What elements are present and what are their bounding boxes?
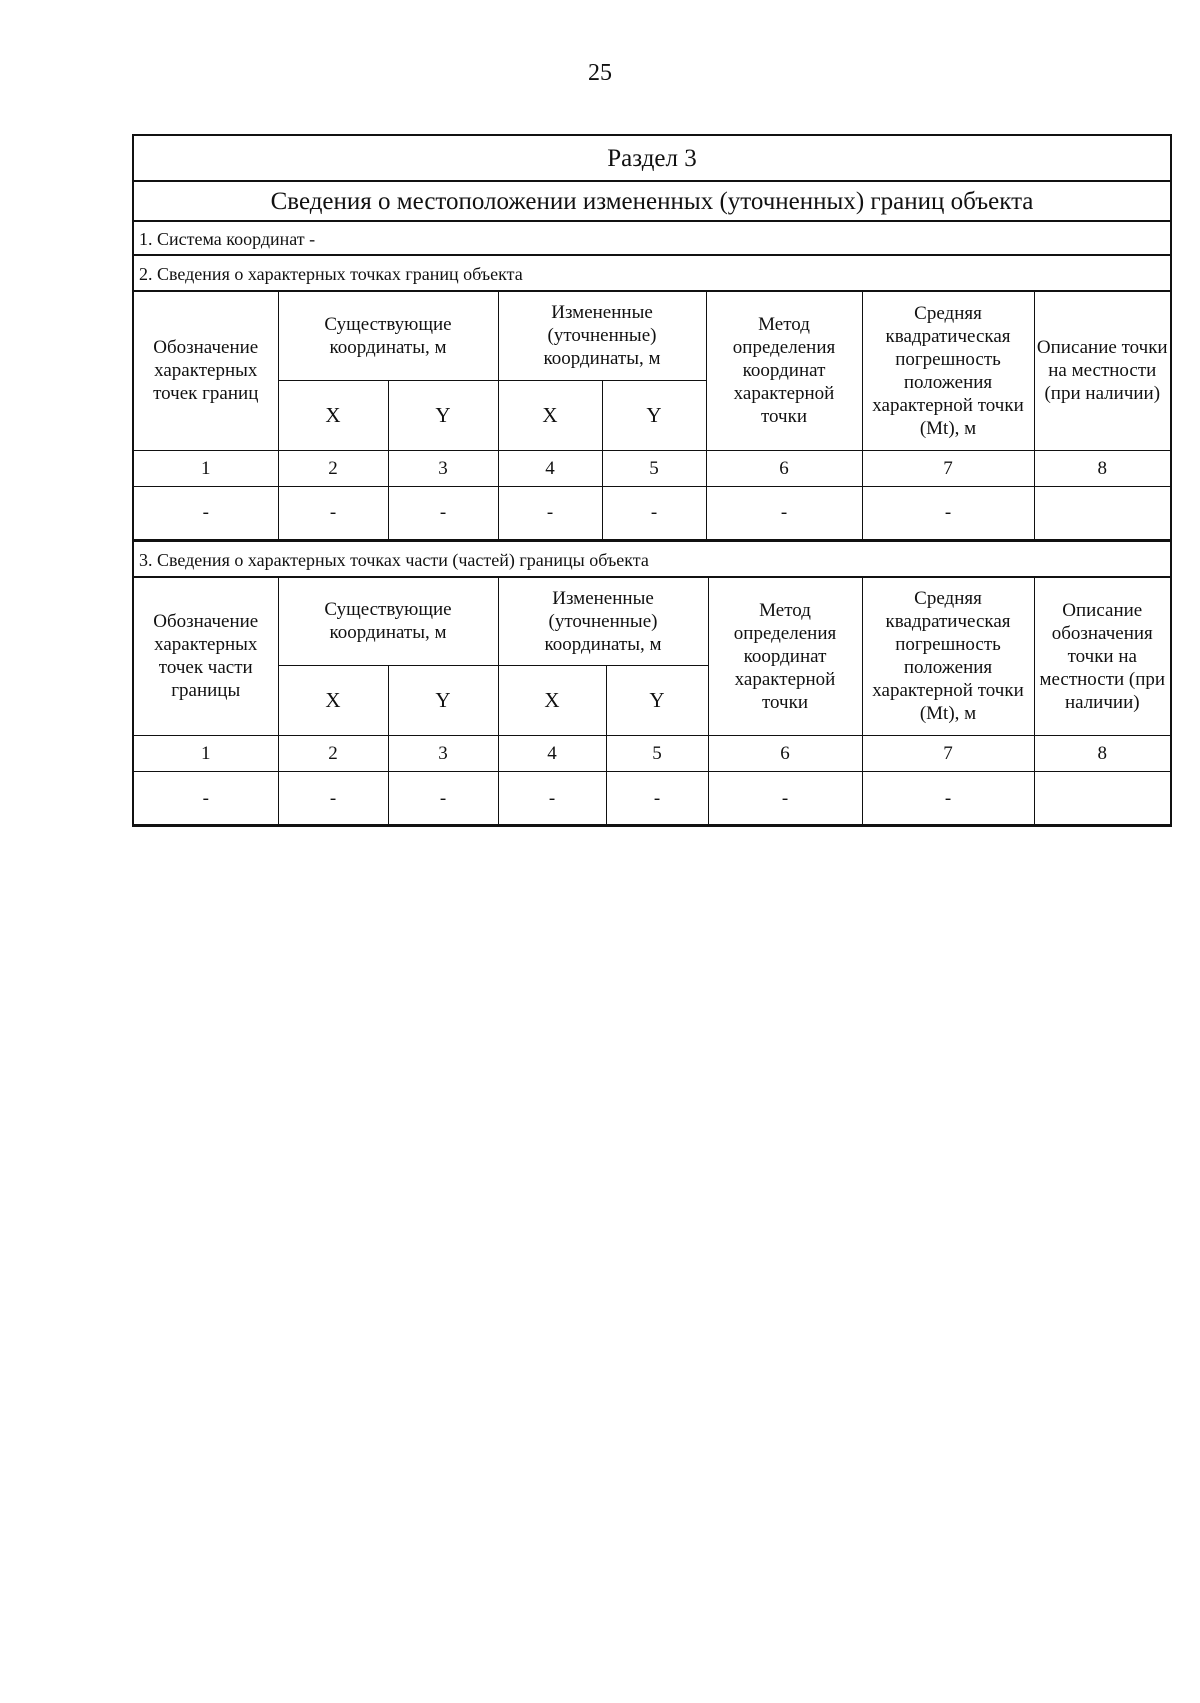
coordinate-system-label: 1. Система координат - [134,222,1170,256]
column-number: 8 [1034,736,1170,772]
table-cell: - [134,772,278,825]
column-number: 2 [278,450,388,486]
section-3-form [132,134,1172,827]
header-changed-x: X [498,380,602,450]
column-number: 2 [278,736,388,772]
table-cell: - [706,486,862,539]
header-designation: Обозначение характерных точек части границы [134,578,278,736]
column-number: 8 [1034,450,1170,486]
table-row [134,772,1170,825]
header-existing-x: X [278,666,388,736]
header-existing-x: X [278,380,388,450]
table-cell: - [278,486,388,539]
header-existing-y: Y [388,380,498,450]
page-number: 25 [588,60,612,86]
header-changed-x: X [498,666,606,736]
table-cell: - [134,486,278,539]
part-boundary-points-table [134,578,1170,826]
header-designation: Обозначение характерных точек границ [134,292,278,450]
column-number-row [134,736,1170,772]
table-cell: - [708,772,862,825]
section-title: Раздел 3 [134,136,1170,182]
column-number: 3 [388,736,498,772]
header-method: Метод определения координат характерной точки [706,292,862,450]
header-existing-coordinates: Существующие координаты, м [278,578,498,666]
header-changed-y: Y [606,666,708,736]
header-method: Метод определения координат характерной точки [708,578,862,736]
table-cell: - [498,772,606,825]
column-number: 6 [706,450,862,486]
table-cell: - [862,486,1034,539]
boundary-points-table [134,292,1170,540]
table-cell: - [388,772,498,825]
boundary-points-caption: 2. Сведения о характерных точках границ объекта [134,256,1170,292]
header-existing-coordinates: Существующие координаты, м [278,292,498,380]
table-cell: - [606,772,708,825]
header-description: Описание обозначения точки на местности (при наличии) [1034,578,1170,736]
column-number: 5 [602,450,706,486]
column-number-row [134,450,1170,486]
table-cell: - [602,486,706,539]
table-cell: - [498,486,602,539]
header-changed-y: Y [602,380,706,450]
column-number: 1 [134,736,278,772]
boundary-points-table-wrapper [134,292,1170,542]
table-cell: - [278,772,388,825]
column-number: 5 [606,736,708,772]
table-cell [1034,486,1170,539]
header-changed-coordinates: Измененные (уточненные) координаты, м [498,578,708,666]
header-changed-coordinates: Измененные (уточненные) координаты, м [498,292,706,380]
header-existing-y: Y [388,666,498,736]
header-rms-error: Средняя квадратическая погрешность положения характерной точки (Mt), м [862,578,1034,736]
column-number: 4 [498,736,606,772]
table-row [134,486,1170,539]
part-boundary-points-caption: 3. Сведения о характерных точках части (частей) границы объекта [134,542,1170,578]
column-number: 7 [862,736,1034,772]
part-boundary-points-table-wrapper [134,578,1170,828]
column-number: 3 [388,450,498,486]
header-rms-error: Средняя квадратическая погрешность положения характерной точки (Mt), м [862,292,1034,450]
column-number: 7 [862,450,1034,486]
column-number: 1 [134,450,278,486]
document-heading: Сведения о местоположении измененных (уточненных) границ объекта [134,182,1170,222]
table-cell: - [388,486,498,539]
table-cell [1034,772,1170,825]
column-number: 4 [498,450,602,486]
table-cell: - [862,772,1034,825]
column-number: 6 [708,736,862,772]
header-description: Описание точки на местности (при наличии) [1034,292,1170,450]
